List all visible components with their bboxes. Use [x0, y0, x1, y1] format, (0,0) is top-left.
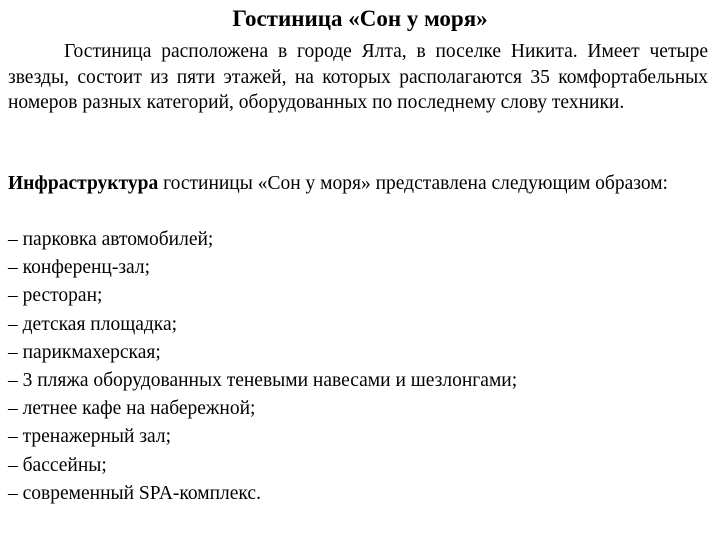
list-item: – парикмахерская;	[8, 341, 161, 363]
list-item: – 3 пляжа оборудованных теневыми навесами и шезлонгами;	[8, 370, 518, 392]
list-item: – современный SPA-комплекс.	[8, 482, 261, 504]
list-item: – конференц-зал;	[8, 257, 151, 279]
intro-paragraph: Гостиница расположена в городе Ялта, в поселке Никита. Имеет четыре звезды, состоит из пяти этажей, на которых располагаются 35 комфортабельных номеров разных категорий, оборудованных по последнему слову техники.	[8, 41, 708, 113]
infrastructure-heading: Инфраструктура	[8, 173, 159, 194]
list-item: – ресторан;	[8, 285, 103, 307]
list-item: – детская площадка;	[8, 313, 178, 335]
list-item: – бассейны;	[8, 454, 107, 476]
page-title: Гостиница «Сон у моря»	[232, 6, 488, 31]
infrastructure-list	[8, 226, 708, 508]
list-item: – парковка автомобилей;	[8, 229, 214, 250]
infrastructure-paragraph	[8, 171, 708, 196]
list-item: – тренажерный зал;	[8, 426, 172, 448]
list-item: – летнее кафе на набережной;	[8, 398, 256, 420]
infrastructure-lead: гостиницы «Сон у моря» представлена следующим образом:	[158, 173, 668, 194]
